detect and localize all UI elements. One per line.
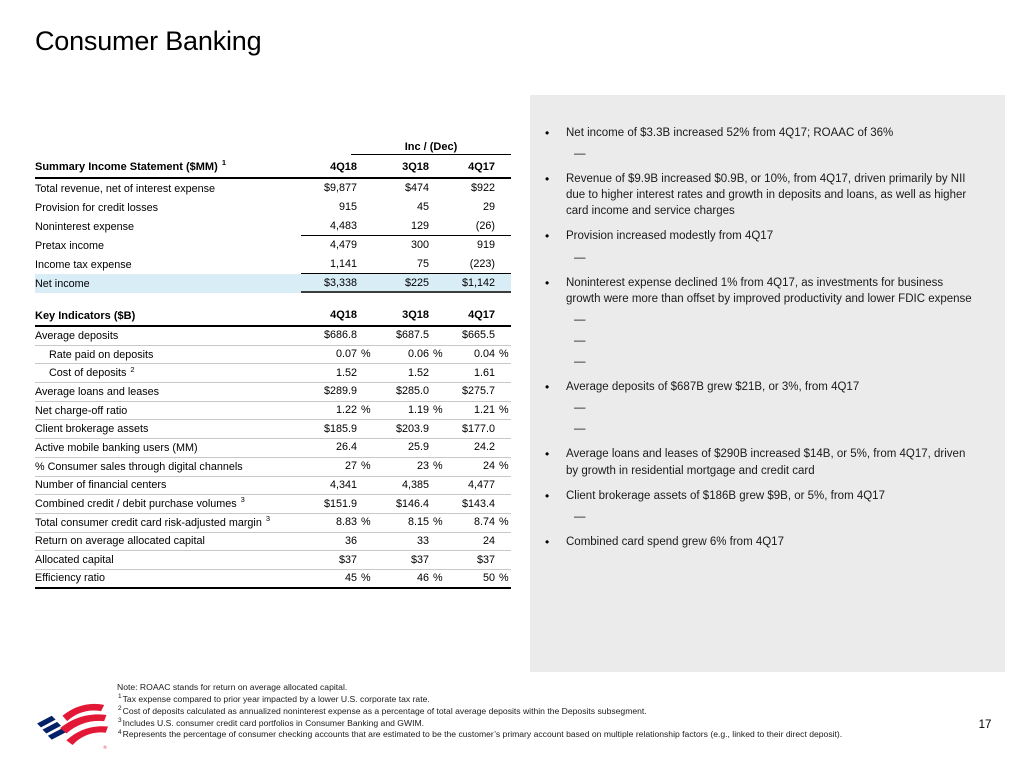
bullet-item [545, 228, 979, 265]
income-table-row [35, 198, 511, 217]
cell-value: $151.9 [323, 497, 357, 510]
cell-group [373, 570, 511, 587]
cell-group [301, 198, 373, 217]
key-table-row [35, 514, 511, 533]
footnote-number: 2 [118, 704, 122, 712]
bullet-body [566, 488, 979, 525]
bullet-text: Combined card spend grew 6% from 4Q17 [566, 535, 784, 548]
cell-group [301, 236, 373, 255]
column-header: 4Q17 [468, 309, 495, 321]
cell-value: $9,877 [323, 182, 357, 194]
row-label-text: Active mobile banking users (MM) [35, 441, 198, 454]
footnote-marker: 1 [221, 158, 226, 168]
income-table-row [35, 274, 511, 293]
percent-sign: % [433, 348, 443, 361]
cell-value: 33 [416, 534, 429, 547]
bullet-text: Revenue of $9.9B increased $0.9B, or 10%, from 4Q17, driven primarily by NII due to higher interest rates and growth in deposits and loans, as well as higher card income and service charges [566, 173, 967, 218]
cell-value: $37 [338, 553, 357, 566]
cell-value: 919 [476, 239, 495, 251]
cell-group [373, 551, 511, 569]
cell-value: $37 [476, 553, 495, 566]
sub-bullet-item [566, 333, 979, 349]
inc-dec-group-header-row [35, 138, 511, 157]
key-table-row [35, 477, 511, 496]
key-table-row [35, 383, 511, 402]
row-label-text: Provision for credit losses [35, 201, 159, 214]
cell-value: 25.9 [407, 441, 429, 454]
sub-bullet-item [566, 509, 979, 525]
percent-sign: % [499, 571, 509, 584]
bullet-item [545, 534, 979, 551]
row-label-text: Net charge-off ratio [35, 404, 128, 417]
column-header: 4Q18 [330, 160, 357, 173]
cell-value: 23 [416, 460, 429, 473]
row-label [35, 364, 301, 380]
cell-value: 8.74 [473, 516, 495, 529]
cell-group [373, 236, 511, 255]
dash-icon: — [574, 251, 586, 264]
footnote-marker: 3 [265, 514, 270, 524]
percent-sign: % [433, 571, 443, 584]
cell-value: 36 [344, 534, 357, 547]
footnote-item [117, 729, 989, 741]
cell-value: 1.52 [335, 366, 357, 379]
cell-value: 1.61 [473, 366, 495, 379]
footnote-note: Note: ROAAC stands for return on average allocated capital. [117, 682, 348, 692]
cell-value: 4,483 [329, 220, 357, 232]
row-label [35, 495, 301, 511]
sub-bullet-item [566, 146, 979, 162]
column-header: 4Q17 [468, 160, 495, 173]
cell-value: 24 [482, 534, 495, 547]
inc-dec-group-header: Inc / (Dec) [351, 141, 511, 155]
key-table-row [35, 570, 511, 589]
row-label-text: Return on average allocated capital [35, 535, 205, 548]
bank-of-america-logo [34, 698, 108, 752]
sub-bullet-text [591, 333, 979, 349]
row-label [35, 221, 301, 233]
cell-value: $285.0 [395, 385, 429, 398]
financial-tables [35, 138, 511, 589]
cell-value: 0.06 [407, 348, 429, 361]
bullet-body [566, 125, 979, 162]
footnote-text: Cost of deposits calculated as annualized noninterest expense as a percentage of total average deposits within the Deposits subsegment. [122, 705, 647, 716]
bullet-text: Provision increased modestly from 4Q17 [566, 230, 774, 243]
sub-bullet-item [566, 400, 979, 416]
cell-value: 1.21 [473, 404, 495, 417]
cell-value: 4,341 [329, 478, 357, 491]
column-header-group [301, 157, 373, 177]
key-table-row [35, 420, 511, 439]
row-label-text: Total consumer credit card risk-adjusted margin [35, 516, 265, 529]
footnote-text: Represents the percentage of consumer checking accounts that are estimated to be the customer’s primary account based on multiple relationship factors (e.g., linked to their direct deposit). [122, 729, 843, 740]
cell-group [301, 439, 373, 457]
cell-value: 45 [344, 571, 357, 584]
cell-value: $177.0 [461, 422, 495, 435]
column-header: 4Q18 [330, 309, 357, 321]
cell-value: 26.4 [335, 441, 357, 454]
cell-value: $665.5 [461, 329, 495, 342]
cell-value: 4,477 [467, 478, 495, 491]
summary-income-statement-table [35, 138, 511, 293]
cell-group [373, 255, 511, 274]
cell-value: $1,142 [461, 276, 495, 289]
bullet-text: Average deposits of $687B grew $21B, or 3%, from 4Q17 [566, 381, 860, 394]
footnote-item [117, 694, 989, 706]
sub-bullet-text [591, 400, 979, 416]
income-table-row [35, 217, 511, 236]
cell-group [301, 551, 373, 569]
cell-group [373, 274, 511, 293]
income-table-row [35, 255, 511, 274]
key-indicators-table [35, 306, 511, 589]
row-label [35, 278, 301, 290]
cell-value: 24.2 [473, 441, 495, 454]
cell-group [301, 327, 373, 345]
bullet-item [545, 125, 979, 162]
row-label [35, 183, 301, 195]
cell-group [373, 477, 511, 495]
row-label-text: Number of financial centers [35, 479, 167, 492]
footnote-number: 3 [118, 716, 122, 724]
sub-bullet-item [566, 312, 979, 328]
percent-sign: % [499, 348, 509, 361]
cell-group [301, 255, 373, 274]
row-label-text: Average deposits [35, 329, 119, 342]
income-table-header-row [35, 157, 511, 179]
cell-value: $3,338 [323, 276, 357, 289]
cell-value: $289.9 [323, 385, 357, 398]
cell-group [301, 514, 373, 532]
percent-sign: % [433, 516, 443, 529]
row-label [35, 442, 301, 454]
cell-value: 27 [344, 460, 357, 473]
percent-sign: % [499, 460, 509, 473]
percent-sign: % [499, 404, 509, 417]
sub-bullet-text [591, 421, 979, 437]
cell-value: 1.22 [335, 404, 357, 417]
row-label [35, 349, 301, 361]
dash-icon: — [574, 313, 586, 326]
highlights-panel [530, 95, 1005, 672]
bullet-text: Noninterest expense declined 1% from 4Q17, as investments for business growth were more than offset by improved productivity and lower FDIC expense [566, 276, 972, 305]
bullet-icon: • [545, 275, 550, 290]
row-label-text: Pretax income [35, 239, 105, 252]
percent-sign: % [433, 404, 443, 417]
sub-bullet-text [591, 509, 979, 525]
cell-value: $225 [404, 276, 429, 289]
column-header: 3Q18 [402, 309, 429, 321]
cell-group [301, 420, 373, 438]
key-table-row [35, 495, 511, 514]
cell-value: 24 [482, 460, 495, 473]
cell-value: 4,385 [401, 478, 429, 491]
cell-group [373, 327, 511, 345]
row-label-text: Client brokerage assets [35, 423, 149, 436]
bullet-icon: • [545, 447, 550, 462]
key-table-row [35, 346, 511, 365]
column-header: 3Q18 [402, 160, 429, 173]
cell-value: $686.8 [323, 329, 357, 342]
bullet-icon: • [545, 488, 550, 503]
footnote-text: Tax expense compared to prior year impacted by a lower U.S. corporate tax rate. [122, 693, 430, 704]
key-table-title: Key Indicators ($B) [35, 309, 136, 322]
bullet-body [566, 275, 979, 370]
row-label [35, 405, 301, 417]
key-table-row [35, 364, 511, 383]
row-label [35, 386, 301, 398]
footnote-item [117, 718, 989, 730]
bullet-body [566, 228, 979, 265]
cell-value: $275.7 [461, 385, 495, 398]
key-table-row [35, 439, 511, 458]
row-label-text: Noninterest expense [35, 220, 135, 233]
page-title: Consumer Banking [35, 26, 262, 56]
cell-group [301, 217, 373, 236]
sub-bullet-text [591, 354, 979, 370]
dash-icon: — [574, 148, 586, 161]
cell-group [373, 346, 511, 364]
key-table-row [35, 458, 511, 477]
bullet-icon: • [545, 380, 550, 395]
registered-mark: ® [103, 744, 107, 750]
dash-icon: — [574, 402, 586, 415]
cell-value: 1.52 [407, 366, 429, 379]
row-label-text: Efficiency ratio [35, 572, 106, 585]
bullet-item [545, 488, 979, 525]
cell-value: 0.07 [335, 348, 357, 361]
row-label [35, 535, 301, 547]
row-label [35, 330, 301, 342]
income-table-row [35, 236, 511, 255]
bullet-item [545, 275, 979, 370]
cell-group [373, 495, 511, 513]
cell-group [373, 420, 511, 438]
income-table-title-text: Summary Income Statement ($MM) [35, 161, 221, 173]
footnote-number: 4 [118, 728, 122, 736]
key-table-row [35, 327, 511, 346]
cell-value: $185.9 [323, 422, 357, 435]
row-label [35, 461, 301, 473]
key-table-row [35, 402, 511, 421]
row-label [35, 259, 301, 271]
row-label [35, 572, 301, 584]
sub-bullet-item [566, 354, 979, 370]
row-label [35, 479, 301, 491]
percent-sign: % [361, 516, 371, 529]
cell-group [373, 439, 511, 457]
row-label [35, 554, 301, 566]
cell-group [301, 570, 373, 587]
bullet-icon: • [545, 126, 550, 140]
cell-value: 300 [410, 239, 429, 251]
bullet-text: Client brokerage assets of $186B grew $9B, or 5%, from 4Q17 [566, 489, 885, 502]
income-table-title [35, 158, 301, 173]
bullet-text: Net income of $3.3B increased 52% from 4Q17; ROAAC of 36% [566, 127, 894, 139]
row-label-text: Income tax expense [35, 258, 132, 271]
row-label-text: % Consumer sales through digital channels [35, 460, 243, 473]
cell-value: 1.19 [407, 404, 429, 417]
cell-value: 915 [338, 201, 357, 213]
bullet-icon: • [545, 534, 550, 549]
dash-icon: — [574, 423, 586, 436]
cell-value: $687.5 [395, 329, 429, 342]
cell-value: 45 [416, 201, 429, 213]
bullet-item [545, 379, 979, 437]
cell-group [373, 179, 511, 198]
footnote-number: 1 [118, 693, 122, 700]
footnote-item [117, 706, 989, 718]
cell-value: $203.9 [395, 422, 429, 435]
footnote-text: Includes U.S. consumer credit card portfolios in Consumer Banking and GWIM. [122, 717, 425, 728]
cell-group [373, 383, 511, 401]
row-label [35, 423, 301, 435]
row-label-text: Net income [35, 277, 90, 290]
percent-sign: % [433, 460, 443, 473]
cell-group [301, 364, 373, 382]
bullet-text: Average loans and leases of $290B increased $14B, or 5%, from 4Q17, driven by growth in residential mortgage and credit card [566, 448, 966, 477]
cell-group [373, 514, 511, 532]
bullet-icon: • [545, 172, 550, 187]
page-number: 17 [978, 719, 992, 731]
row-label [35, 240, 301, 252]
cell-group [373, 458, 511, 476]
sub-bullet-item [566, 250, 979, 266]
cell-group [301, 533, 373, 551]
sub-bullet-text [591, 250, 979, 266]
column-header-group [373, 306, 511, 325]
row-label-text: Rate paid on deposits [49, 348, 154, 361]
cell-group [301, 346, 373, 364]
cell-value: 1,141 [329, 258, 357, 270]
row-label-text: Cost of deposits [49, 367, 130, 380]
cell-group [373, 402, 511, 420]
cell-group [301, 402, 373, 420]
key-table-row [35, 533, 511, 552]
row-label [35, 202, 301, 214]
dash-icon: — [574, 334, 586, 347]
cell-value: (26) [475, 220, 495, 232]
bullet-item [545, 446, 979, 478]
row-label-text: Total revenue, net of interest expense [35, 182, 216, 195]
cell-value: 75 [416, 258, 429, 270]
bullet-item [545, 171, 979, 219]
cell-value: 8.15 [407, 516, 429, 529]
bullet-body [566, 534, 979, 551]
percent-sign: % [361, 404, 371, 417]
cell-value: $143.4 [461, 497, 495, 510]
percent-sign: % [361, 460, 371, 473]
sub-bullet-text [591, 312, 979, 328]
footnote-marker: 3 [240, 495, 245, 505]
cell-value: $474 [404, 182, 429, 194]
cell-value: 8.83 [335, 516, 357, 529]
cell-value: 50 [482, 571, 495, 584]
bullet-body [566, 446, 979, 478]
cell-group [373, 364, 511, 382]
cell-value: (223) [469, 258, 495, 270]
cell-value: $922 [470, 182, 495, 194]
cell-value: 0.04 [473, 348, 495, 361]
key-table-header-row [35, 306, 511, 327]
cell-group [301, 274, 373, 293]
row-label-text: Combined credit / debit purchase volumes [35, 498, 240, 511]
cell-value: 29 [482, 201, 495, 213]
cell-group [301, 383, 373, 401]
dash-icon: — [574, 356, 586, 369]
row-label-text: Average loans and leases [35, 385, 160, 398]
column-header-group [373, 157, 511, 177]
percent-sign: % [499, 516, 509, 529]
cell-group [301, 458, 373, 476]
percent-sign: % [361, 348, 371, 361]
cell-value: 129 [410, 220, 429, 232]
dash-icon: — [574, 510, 586, 523]
cell-group [373, 217, 511, 236]
row-label-text: Allocated capital [35, 554, 114, 567]
bullet-body [566, 379, 979, 437]
footnote-marker: 2 [130, 364, 135, 374]
cell-group [301, 477, 373, 495]
cell-group [301, 495, 373, 513]
cell-group [373, 533, 511, 551]
income-table-row [35, 179, 511, 198]
footnotes [117, 682, 989, 741]
cell-group [373, 198, 511, 217]
bullet-icon: • [545, 229, 550, 244]
cell-value: 4,479 [329, 239, 357, 251]
cell-group [301, 179, 373, 198]
percent-sign: % [361, 571, 371, 584]
cell-value: 46 [416, 571, 429, 584]
cell-value: $37 [410, 553, 429, 566]
sub-bullet-item [566, 421, 979, 437]
column-header-group [301, 306, 373, 325]
cell-value: $146.4 [395, 497, 429, 510]
sub-bullet-text [591, 146, 979, 162]
key-table-row [35, 551, 511, 570]
row-label [35, 514, 301, 529]
bullet-body [566, 171, 979, 219]
